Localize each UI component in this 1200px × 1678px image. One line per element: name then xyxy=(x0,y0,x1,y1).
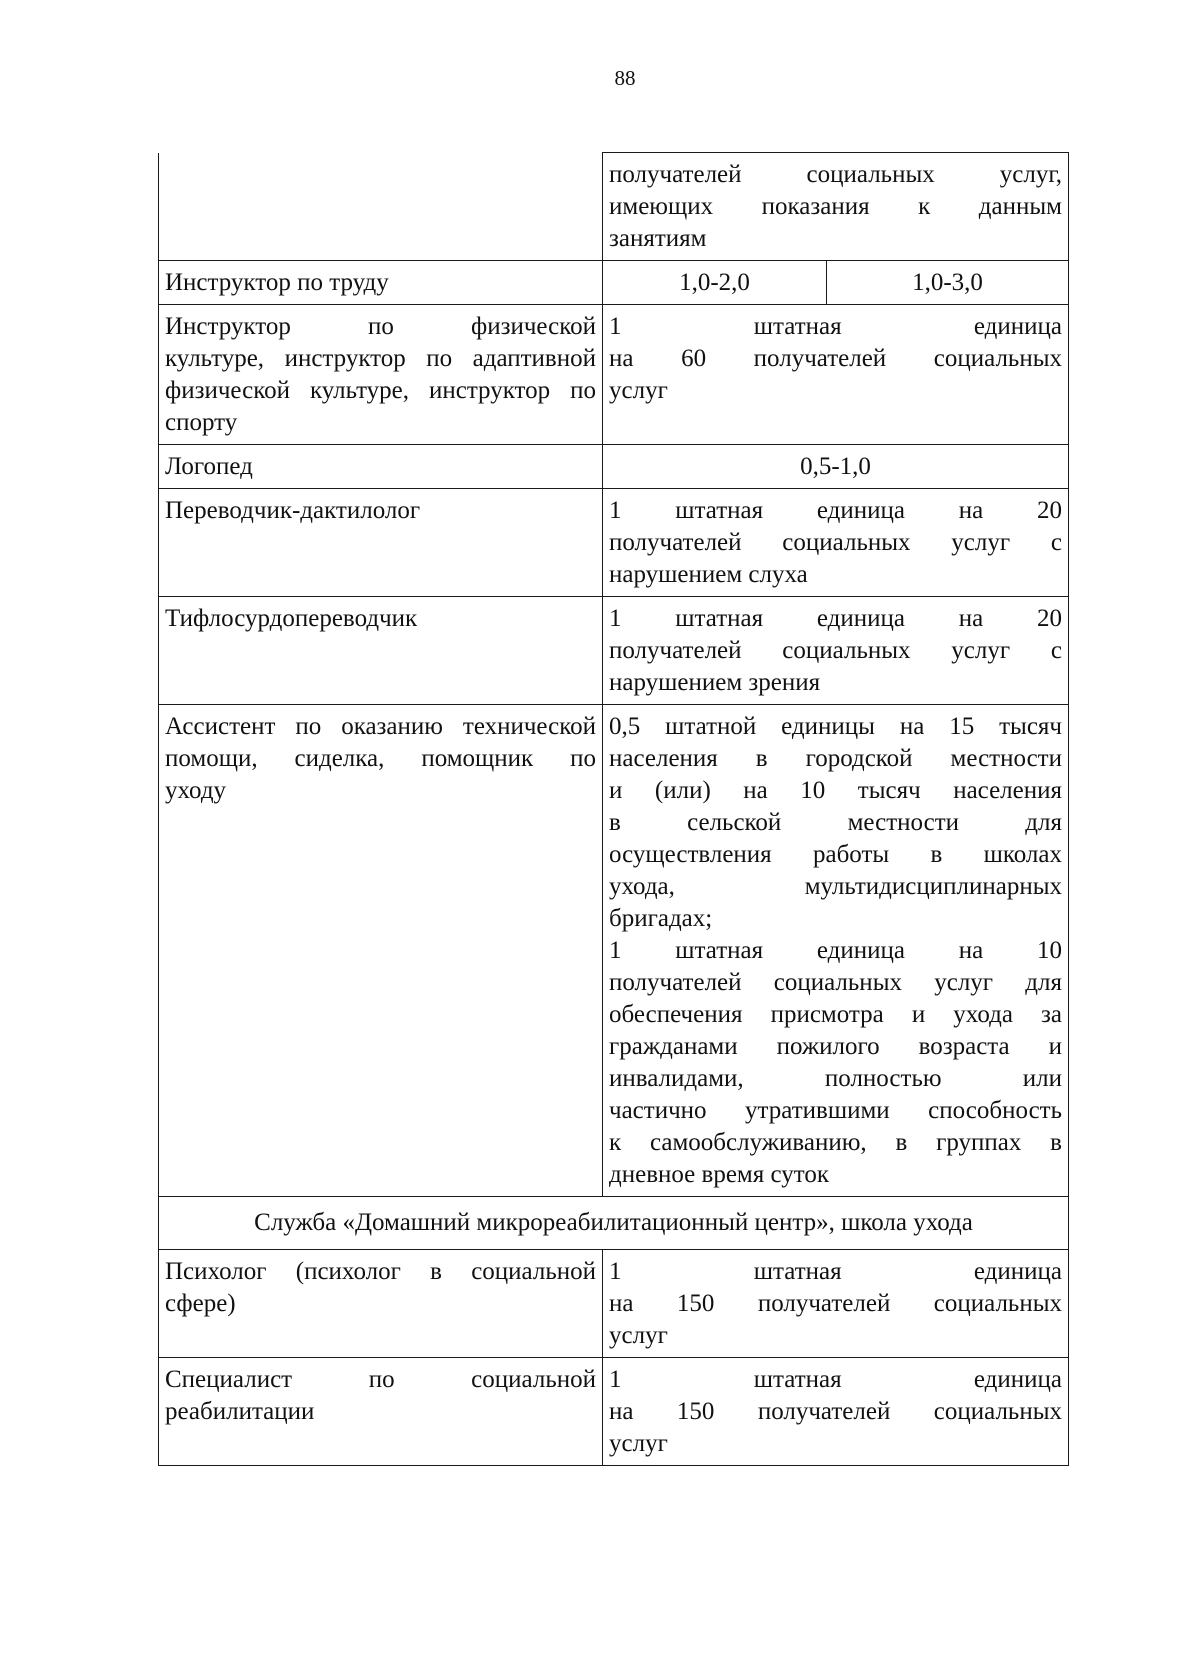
text-line: обеспечения присмотра и ухода за xyxy=(609,1001,1062,1028)
norm-cell xyxy=(603,489,1069,597)
text-line: Специалист по социальной xyxy=(165,1366,596,1393)
table-row xyxy=(159,153,1069,261)
table-row xyxy=(159,445,1069,489)
table-row xyxy=(159,1250,1069,1358)
text-line: населения в городской местности xyxy=(609,745,1062,772)
table-row xyxy=(159,597,1069,705)
text-line: получателей социальных услуг с xyxy=(609,637,1062,664)
position-cell: Тифлосурдопереводчик xyxy=(159,597,603,705)
text-line: и (или) на 10 тысяч населения xyxy=(609,777,1062,804)
position-cell: Переводчик-дактилолог xyxy=(159,489,603,597)
staffing-table xyxy=(158,152,1069,1466)
norm-cell-a: 1,0-2,0 xyxy=(603,261,827,305)
text-line: 1 штатная единица на 10 xyxy=(609,937,1062,964)
text-line: в сельской местности для xyxy=(609,809,1062,836)
norm-cell xyxy=(603,705,1069,1197)
position-cell xyxy=(159,705,603,1197)
text-line: 1 штатная единица xyxy=(609,1366,1062,1393)
text-line: занятиям xyxy=(609,225,707,252)
section-title: Служба «Домашний микрореабилитационный центр», школа ухода xyxy=(159,1197,1069,1250)
text-line: 1 штатная единица на 20 xyxy=(609,497,1062,524)
page-number: 88 xyxy=(614,66,636,90)
norm-cell xyxy=(603,153,1069,261)
table-row xyxy=(159,489,1069,597)
text-line: к самообслуживанию, в группах в xyxy=(609,1129,1062,1156)
text-line: дневное время суток xyxy=(609,1161,830,1188)
text-line: спорту xyxy=(165,409,238,436)
norm-cell-b: 1,0-3,0 xyxy=(827,261,1069,305)
text-line: услуг xyxy=(609,1430,668,1457)
text-line: сфере) xyxy=(165,1290,236,1317)
text-line: осуществления работы в школах xyxy=(609,841,1062,868)
text-line: 0,5 штатной единицы на 15 тысяч xyxy=(609,713,1062,740)
text-line: инвалидами, полностью или xyxy=(609,1065,1062,1092)
text-line: помощи, сиделка, помощник по xyxy=(165,745,596,772)
text-line: уходу xyxy=(165,777,227,804)
text-line: бригадах; xyxy=(609,905,713,932)
text-line: Психолог (психолог в социальной xyxy=(165,1258,596,1285)
text-line: физической культуре, инструктор по xyxy=(165,377,596,404)
text-line: ухода, мультидисциплинарных xyxy=(609,873,1062,900)
empty-position-cell xyxy=(159,153,603,261)
text-line: 1 штатная единица xyxy=(609,313,1062,340)
norm-cell xyxy=(603,597,1069,705)
text-line: на 150 получателей социальных xyxy=(609,1290,1062,1317)
text-line: 1 штатная единица на 20 xyxy=(609,605,1062,632)
text-line: культуре, инструктор по адаптивной xyxy=(165,345,596,372)
text-line: услуг xyxy=(609,377,668,404)
text-line: получателей социальных услуг с xyxy=(609,529,1062,556)
table-row xyxy=(159,305,1069,445)
position-cell: Логопед xyxy=(159,445,603,489)
text-line: нарушением слуха xyxy=(609,561,808,588)
text-line: услуг xyxy=(609,1322,668,1349)
text-line: получателей социальных услуг, xyxy=(609,161,1062,188)
table-row xyxy=(159,261,1069,305)
text-line: получателей социальных услуг для xyxy=(609,969,1062,996)
text-line: 1 штатная единица xyxy=(609,1258,1062,1285)
table-row xyxy=(159,705,1069,1197)
text-line: гражданами пожилого возраста и xyxy=(609,1033,1062,1060)
table-row xyxy=(159,1358,1069,1466)
text-line: нарушением зрения xyxy=(609,669,821,696)
position-cell xyxy=(159,1358,603,1466)
text-line: реабилитации xyxy=(165,1398,315,1425)
position-cell xyxy=(159,305,603,445)
text-line: имеющих показания к данным xyxy=(609,193,1062,220)
text-line: частично утратившими способность xyxy=(609,1097,1062,1124)
text-line: на 150 получателей социальных xyxy=(609,1398,1062,1425)
text-line: Ассистент по оказанию технической xyxy=(165,713,596,740)
position-cell xyxy=(159,1250,603,1358)
position-cell: Инструктор по труду xyxy=(159,261,603,305)
norm-cell xyxy=(603,305,1069,445)
norm-cell xyxy=(603,1250,1069,1358)
table-row xyxy=(159,1197,1069,1250)
text-line: на 60 получателей социальных xyxy=(609,345,1062,372)
norm-cell: 0,5-1,0 xyxy=(603,445,1069,489)
norm-cell xyxy=(603,1358,1069,1466)
text-line: Инструктор по физической xyxy=(165,313,596,340)
